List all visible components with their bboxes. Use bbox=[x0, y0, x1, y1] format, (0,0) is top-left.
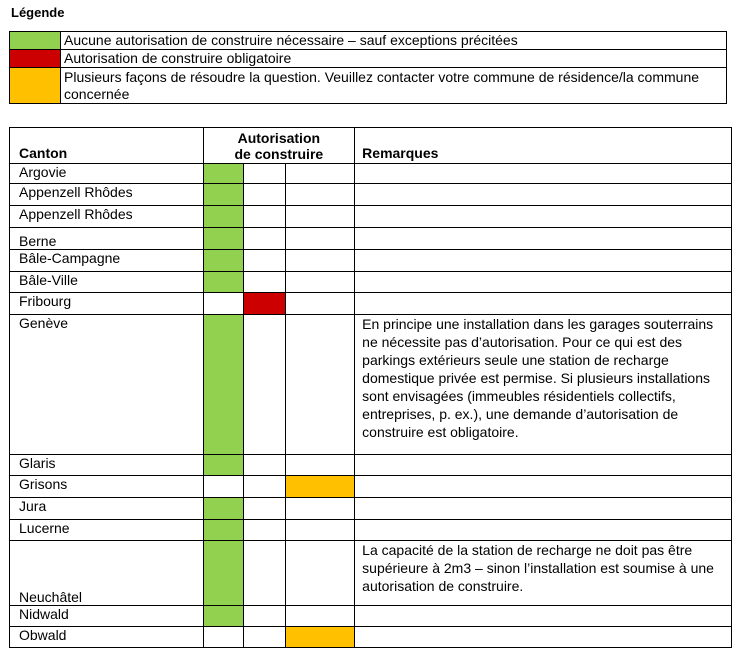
header-remarques: Remarques bbox=[355, 128, 732, 164]
remark-cell bbox=[355, 498, 732, 520]
status-cell-empty bbox=[244, 184, 286, 206]
status-cell-green bbox=[203, 315, 244, 455]
status-cell-empty bbox=[244, 498, 286, 520]
remark-cell bbox=[355, 228, 732, 250]
status-cell-green bbox=[203, 250, 244, 272]
remark-cell bbox=[355, 272, 732, 293]
header-autorisation bbox=[203, 128, 355, 164]
header-canton: Canton bbox=[10, 128, 204, 164]
remark-cell: La capacité de la station de recharge ne doit pas être supérieure à 2m3 – sinon l’installation est soumise à une autorisation de construire. bbox=[355, 541, 732, 606]
status-cell-empty bbox=[244, 228, 286, 250]
status-cell-empty bbox=[244, 476, 286, 498]
table-row bbox=[10, 627, 732, 648]
status-cell-green bbox=[203, 228, 244, 250]
table-row bbox=[10, 498, 732, 520]
status-cell-empty bbox=[244, 455, 286, 476]
header-autorisation-line1: Autorisation bbox=[237, 130, 321, 146]
legend-text-orange: Plusieurs façons de résoudre la question. Veuillez contacter votre commune de résidence/la commune concernée bbox=[61, 68, 727, 104]
table-row bbox=[10, 606, 732, 627]
table-row bbox=[10, 206, 732, 228]
table-row bbox=[10, 250, 732, 272]
status-cell-empty bbox=[286, 164, 355, 184]
remark-cell bbox=[355, 184, 732, 206]
status-cell-empty bbox=[286, 293, 355, 315]
canton-name: Neuchâtel bbox=[10, 541, 204, 606]
status-cell-green bbox=[203, 498, 244, 520]
legend-text-green: Aucune autorisation de construire nécessaire – sauf exceptions précitées bbox=[61, 32, 727, 50]
status-cell-empty bbox=[244, 541, 286, 606]
canton-name: Glaris bbox=[10, 455, 204, 476]
status-cell-empty bbox=[244, 272, 286, 293]
status-cell-empty bbox=[286, 541, 355, 606]
status-cell-green bbox=[203, 455, 244, 476]
canton-name: Genève bbox=[10, 315, 204, 455]
canton-name: Bâle-Campagne bbox=[10, 250, 204, 272]
status-cell-empty bbox=[203, 476, 244, 498]
legend-swatch-green bbox=[10, 32, 61, 50]
remark-cell bbox=[355, 206, 732, 228]
status-cell-green bbox=[203, 541, 244, 606]
status-cell-empty bbox=[286, 455, 355, 476]
canton-name: Grisons bbox=[10, 476, 204, 498]
canton-name: Fribourg bbox=[10, 293, 204, 315]
legend-title: Légende bbox=[11, 5, 65, 20]
remark-cell bbox=[355, 455, 732, 476]
remark-cell bbox=[355, 520, 732, 541]
status-cell-green bbox=[203, 164, 244, 184]
legend-swatch-orange bbox=[10, 68, 61, 104]
status-cell-orange bbox=[286, 476, 355, 498]
status-cell-empty bbox=[244, 206, 286, 228]
legend-text-red: Autorisation de construire obligatoire bbox=[61, 50, 727, 68]
status-cell-empty bbox=[286, 606, 355, 627]
status-cell-green bbox=[203, 606, 244, 627]
status-cell-red bbox=[244, 293, 286, 315]
remark-cell bbox=[355, 250, 732, 272]
status-cell-orange bbox=[286, 627, 355, 648]
status-cell-empty bbox=[203, 627, 244, 648]
canton-name: Jura bbox=[10, 498, 204, 520]
canton-name: Lucerne bbox=[10, 520, 204, 541]
status-cell-empty bbox=[286, 228, 355, 250]
status-cell-empty bbox=[244, 627, 286, 648]
legend-table bbox=[9, 31, 727, 104]
status-cell-empty bbox=[286, 520, 355, 541]
header-autorisation-line2: de construire bbox=[234, 146, 324, 162]
remark-cell: En principe une installation dans les garages souterrains ne nécessite pas d’autorisation. Pour ce qui est des parkings extérieurs seule une station de recharge domestique privée est permise. Si plusieurs installations sont envisagées (immeubles résidentiels collectifs, entreprises, p. ex.), une demande d’autorisation de construire est obligatoire. bbox=[355, 315, 732, 455]
table-row bbox=[10, 476, 732, 498]
status-cell-empty bbox=[244, 520, 286, 541]
canton-name: Bâle-Ville bbox=[10, 272, 204, 293]
status-cell-green bbox=[203, 206, 244, 228]
status-cell-green bbox=[203, 272, 244, 293]
remark-cell bbox=[355, 606, 732, 627]
table-row bbox=[10, 293, 732, 315]
table-row bbox=[10, 455, 732, 476]
status-cell-empty bbox=[244, 606, 286, 627]
table-row bbox=[10, 315, 732, 455]
remark-cell bbox=[355, 293, 732, 315]
status-cell-green bbox=[203, 184, 244, 206]
canton-name: Argovie bbox=[10, 164, 204, 184]
remark-cell bbox=[355, 164, 732, 184]
table-row bbox=[10, 541, 732, 606]
table-row bbox=[10, 520, 732, 541]
canton-name: Appenzell Rhôdes bbox=[10, 206, 204, 228]
status-cell-empty bbox=[244, 164, 286, 184]
table-header-row bbox=[10, 128, 732, 164]
remark-cell bbox=[355, 476, 732, 498]
canton-name: Berne bbox=[10, 228, 204, 250]
canton-name: Nidwald bbox=[10, 606, 204, 627]
table-row bbox=[10, 164, 732, 184]
legend-swatch-red bbox=[10, 50, 61, 68]
table-row bbox=[10, 184, 732, 206]
status-cell-empty bbox=[286, 272, 355, 293]
status-cell-empty bbox=[244, 315, 286, 455]
status-cell-green bbox=[203, 520, 244, 541]
status-cell-empty bbox=[286, 184, 355, 206]
status-cell-empty bbox=[244, 250, 286, 272]
remark-cell bbox=[355, 627, 732, 648]
status-cell-empty bbox=[203, 293, 244, 315]
status-cell-empty bbox=[286, 498, 355, 520]
table-row bbox=[10, 272, 732, 293]
status-cell-empty bbox=[286, 315, 355, 455]
canton-name: Obwald bbox=[10, 627, 204, 648]
canton-table bbox=[9, 127, 732, 648]
status-cell-empty bbox=[286, 206, 355, 228]
canton-name: Appenzell Rhôdes bbox=[10, 184, 204, 206]
table-row bbox=[10, 228, 732, 250]
status-cell-empty bbox=[286, 250, 355, 272]
